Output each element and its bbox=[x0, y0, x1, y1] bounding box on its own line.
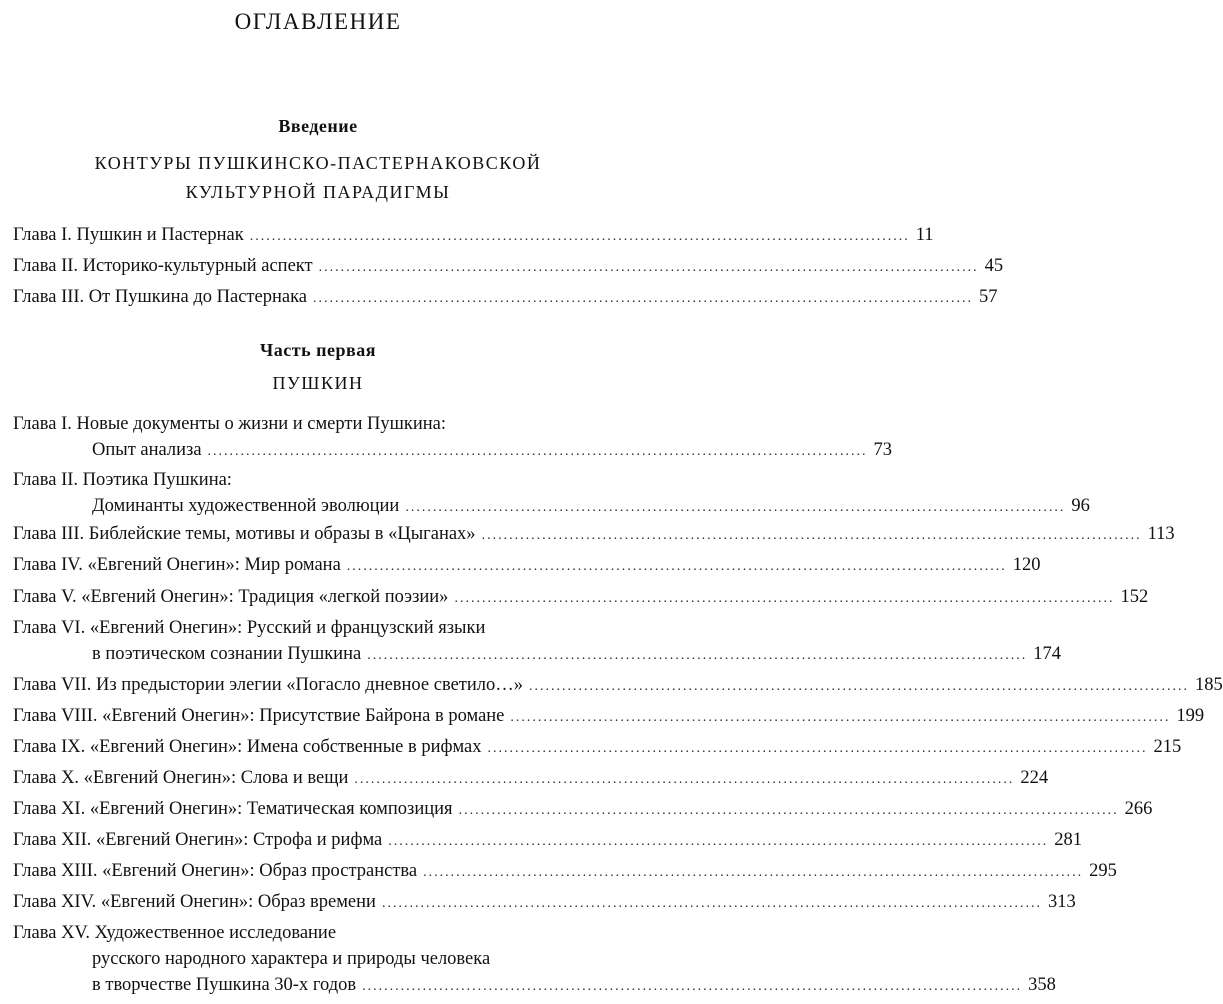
entry-page-number: 73 bbox=[873, 440, 893, 460]
part1-label: Часть первая bbox=[260, 340, 376, 360]
toc-entry[interactable] bbox=[13, 253, 1004, 281]
entry-title-line: Опыт анализа bbox=[92, 440, 202, 460]
entry-title-line: Глава III. Библейские темы, мотивы и образы в «Цыганах» bbox=[13, 524, 476, 544]
entry-page-number: 152 bbox=[1120, 587, 1149, 607]
entry-title-line: Глава XIII. «Евгений Онегин»: Образ пространства bbox=[13, 861, 418, 881]
toc-entry[interactable] bbox=[13, 615, 1061, 669]
intro-title-line-2: КУЛЬТУРНОЙ ПАРАДИГМЫ bbox=[185, 182, 451, 202]
dot-leader: ........................................................................................................................ bbox=[388, 834, 1049, 849]
entry-page-number: 313 bbox=[1047, 892, 1076, 912]
entry-title-line: Глава X. «Евгений Онегин»: Слова и вещи bbox=[13, 768, 349, 788]
dot-leader: ........................................................................................................................ bbox=[405, 500, 1066, 515]
dot-leader: ........................................................................................................................ bbox=[529, 679, 1190, 694]
entry-page-number: 113 bbox=[1147, 524, 1175, 544]
entry-title-line: Глава XI. «Евгений Онегин»: Тематическая композиция bbox=[13, 799, 453, 819]
entry-page-number: 174 bbox=[1033, 644, 1061, 664]
toc-entry[interactable] bbox=[13, 827, 1082, 855]
dot-leader: ........................................................................................................................ bbox=[481, 528, 1142, 543]
toc-entry[interactable] bbox=[13, 796, 1153, 824]
entry-page-number: 215 bbox=[1153, 737, 1182, 757]
entry-title-line: Глава V. «Евгений Онегин»: Традиция «легкой поэзии» bbox=[13, 587, 449, 607]
toc-entry[interactable] bbox=[13, 672, 1223, 700]
entry-page-number: 295 bbox=[1089, 861, 1117, 881]
entry-title-line: Глава II. Историко-культурный аспект bbox=[13, 256, 313, 276]
intro-label: Введение bbox=[278, 116, 358, 136]
toc-entry[interactable] bbox=[13, 411, 893, 465]
entry-page-number: 224 bbox=[1020, 768, 1049, 788]
dot-leader: ........................................................................................................................ bbox=[207, 444, 868, 459]
toc-entry[interactable] bbox=[13, 521, 1175, 549]
entry-page-number: 358 bbox=[1028, 975, 1056, 995]
entry-title-line: Глава I. Новые документы о жизни и смерти Пушкина: bbox=[13, 414, 447, 434]
entry-title-line: Глава XIV. «Евгений Онегин»: Образ времени bbox=[13, 892, 376, 912]
dot-leader: ........................................................................................................................ bbox=[362, 979, 1023, 994]
entry-title-line: в творчестве Пушкина 30-х годов bbox=[92, 975, 357, 995]
entry-title-line: Глава VII. Из предыстории элегии «Погасло дневное светило…» bbox=[13, 675, 524, 695]
entry-title-line: в поэтическом сознании Пушкина bbox=[92, 644, 362, 664]
dot-leader: ........................................................................................................................ bbox=[381, 896, 1042, 911]
toc-entry[interactable] bbox=[13, 284, 998, 312]
entry-title-line: Глава XII. «Евгений Онегин»: Строфа и рифма bbox=[13, 830, 383, 850]
entry-page-number: 185 bbox=[1195, 675, 1223, 695]
entry-title-line: Глава III. От Пушкина до Пастернака bbox=[13, 287, 308, 307]
entry-title-line: Глава II. Поэтика Пушкина: bbox=[13, 470, 232, 490]
entry-title-line: Глава VI. «Евгений Онегин»: Русский и французский языки bbox=[13, 618, 486, 638]
entry-title-line: русского народного характера и природы человека bbox=[92, 949, 491, 969]
entry-page-number: 11 bbox=[915, 225, 934, 245]
dot-leader: ........................................................................................................................ bbox=[249, 229, 910, 244]
toc-entry[interactable] bbox=[13, 765, 1049, 793]
entry-title-line: Доминанты художественной эволюции bbox=[92, 496, 400, 516]
dot-leader: ........................................................................................................................ bbox=[367, 648, 1028, 663]
toc-entry[interactable] bbox=[13, 734, 1182, 762]
toc-entry[interactable] bbox=[13, 889, 1076, 917]
entry-title-line: Глава I. Пушкин и Пастернак bbox=[13, 225, 244, 245]
dot-leader: ........................................................................................................................ bbox=[454, 591, 1115, 606]
entry-page-number: 96 bbox=[1071, 496, 1090, 516]
entry-page-number: 57 bbox=[979, 287, 998, 307]
dot-leader: ........................................................................................................................ bbox=[313, 291, 974, 306]
toc-entry[interactable] bbox=[13, 858, 1117, 886]
entry-page-number: 45 bbox=[984, 256, 1004, 276]
dot-leader: ........................................................................................................................ bbox=[318, 260, 979, 275]
intro-title-line-1: КОНТУРЫ ПУШКИНСКО-ПАСТЕРНАКОВСКОЙ bbox=[94, 153, 542, 173]
dot-leader: ........................................................................................................................ bbox=[510, 710, 1171, 725]
entry-page-number: 199 bbox=[1176, 706, 1205, 726]
toc-entry[interactable] bbox=[13, 703, 1205, 731]
entry-title-line: Глава VIII. «Евгений Онегин»: Присутствие Байрона в романе bbox=[13, 706, 505, 726]
toc-entry[interactable] bbox=[13, 467, 1090, 521]
entry-title-line: Глава IX. «Евгений Онегин»: Имена собственные в рифмах bbox=[13, 737, 482, 757]
toc-entry[interactable] bbox=[13, 920, 1056, 1000]
dot-leader: ........................................................................................................................ bbox=[354, 772, 1015, 787]
part1-title: ПУШКИН bbox=[272, 373, 364, 393]
dot-leader: ........................................................................................................................ bbox=[346, 559, 1007, 574]
entry-page-number: 281 bbox=[1054, 830, 1082, 850]
entry-page-number: 266 bbox=[1124, 799, 1153, 819]
entry-title-line: Глава IV. «Евгений Онегин»: Мир романа bbox=[13, 555, 341, 575]
toc-title: ОГЛАВЛЕНИЕ bbox=[234, 9, 402, 34]
toc-entry[interactable] bbox=[13, 222, 934, 250]
entry-title-line: Глава XV. Художественное исследование bbox=[13, 923, 337, 943]
entry-page-number: 120 bbox=[1012, 555, 1041, 575]
dot-leader: ........................................................................................................................ bbox=[423, 865, 1084, 880]
toc-entry[interactable] bbox=[13, 584, 1149, 612]
dot-leader: ........................................................................................................................ bbox=[458, 803, 1119, 818]
toc-entry[interactable] bbox=[13, 552, 1041, 580]
dot-leader: ........................................................................................................................ bbox=[487, 741, 1148, 756]
